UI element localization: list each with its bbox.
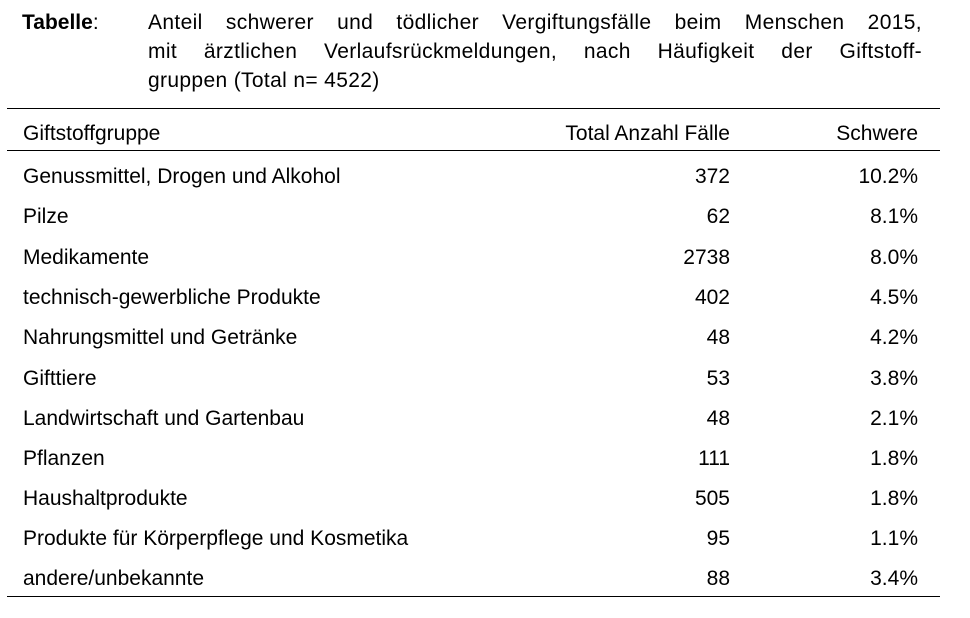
caption-label [22, 8, 148, 95]
cell-severe: 1.8% [870, 487, 918, 510]
table-row [0, 238, 970, 278]
table-caption [22, 8, 922, 95]
header-severe: Schwere [836, 122, 918, 145]
cell-total: 402 [694, 286, 730, 309]
table-row [0, 399, 970, 439]
cell-severe: 4.2% [870, 326, 918, 349]
cell-total: 53 [706, 367, 730, 390]
cell-group: Pflanzen [23, 447, 105, 470]
table-row [0, 157, 970, 197]
table-header-row [0, 114, 970, 154]
cell-group: Gifttiere [23, 367, 97, 390]
table-row [0, 559, 970, 599]
caption-text [148, 8, 922, 95]
cell-severe: 1.8% [870, 447, 918, 470]
table-row [0, 519, 970, 559]
cell-group: technisch-gewerbliche Produkte [23, 286, 321, 309]
table-row [0, 479, 970, 519]
caption-line-3: gruppen (Total n= 4522) [148, 69, 380, 92]
cell-group: Genussmittel, Drogen und Alkohol [23, 165, 341, 188]
cell-group: Pilze [23, 205, 69, 228]
cell-total: 505 [694, 487, 730, 510]
table-row [0, 359, 970, 399]
cell-group: Nahrungsmittel und Getränke [23, 326, 298, 349]
cell-total: 95 [706, 527, 730, 550]
cell-severe: 8.0% [870, 246, 918, 269]
header-group: Giftstoffgruppe [23, 122, 161, 145]
cell-total: 62 [706, 205, 730, 228]
table-row [0, 318, 970, 358]
cell-severe: 4.5% [870, 286, 918, 309]
cell-total: 111 [698, 447, 730, 470]
table-bottom-rule [7, 596, 940, 597]
header-total: Total Anzahl Fälle [565, 122, 730, 145]
caption-line-1: Anteil schwerer und tödlicher Vergiftungsfälle beim Menschen 2015, [148, 11, 922, 34]
cell-group: Medikamente [23, 246, 150, 269]
cell-total: 2738 [683, 246, 730, 269]
cell-severe: 3.4% [870, 567, 918, 590]
table-top-rule [7, 108, 940, 109]
cell-group: Landwirtschaft und Gartenbau [23, 407, 305, 430]
cell-total: 372 [694, 165, 730, 188]
cell-group: Produkte für Körperpflege und Kosmetika [23, 527, 409, 550]
cell-total: 48 [706, 407, 730, 430]
cell-severe: 1.1% [870, 527, 918, 550]
table-header-rule [7, 150, 940, 151]
cell-total: 48 [706, 326, 730, 349]
table-row [0, 278, 970, 318]
cell-severe: 10.2% [858, 165, 918, 188]
cell-total: 88 [706, 567, 730, 590]
cell-group: Haushaltprodukte [23, 487, 188, 510]
cell-severe: 3.8% [870, 367, 918, 390]
caption-label-colon: : [92, 11, 99, 34]
table-row [0, 439, 970, 479]
cell-severe: 2.1% [870, 407, 918, 430]
cell-group: andere/unbekannte [23, 567, 204, 590]
caption-label-text: Tabelle [22, 11, 93, 34]
cell-severe: 8.1% [870, 205, 918, 228]
caption-line-2: mit ärztlichen Verlaufsrückmeldungen, nach Häufigkeit der Giftstoff- [148, 40, 922, 63]
table-row [0, 197, 970, 237]
